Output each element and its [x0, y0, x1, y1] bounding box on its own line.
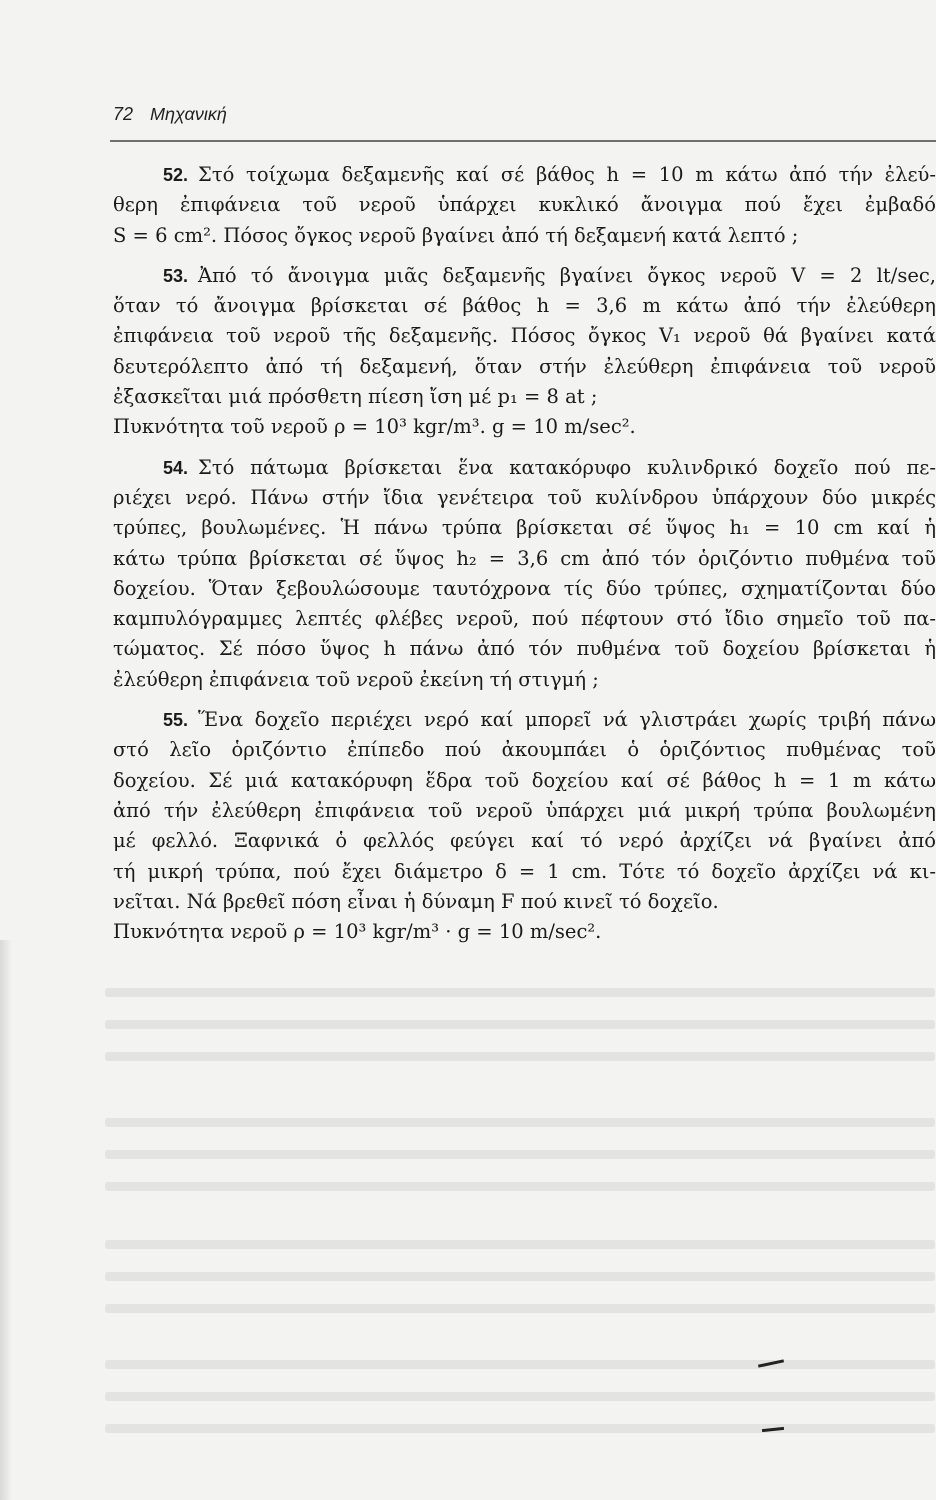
problem-line: ἐλεύθερη ἐπιφάνεια τοῦ νεροῦ ἐκείνη τή στιγμή ;: [113, 667, 599, 691]
show-through-area: [0, 940, 936, 1500]
show-through-line: [105, 1272, 935, 1281]
problem-line: κάτω τρύπα βρίσκεται σέ ὕψος h₂ = 3,6 cm ἀπό τόν ὁριζόντιο πυθμένα τοῦ: [113, 546, 936, 570]
problem-line: καμπυλόγραμμες λεπτές φλέβες νεροῦ, πού πέφτουν στό ἴδιο σημεῖο τοῦ πα-: [113, 607, 936, 631]
problem-line: [113, 261, 936, 291]
problem-55: [113, 705, 936, 947]
problem-text: Στό πάτωμα βρίσκεται ἕνα κατακόρυφο κυλινδρικό δοχεῖο πού πε-: [198, 455, 936, 479]
show-through-line: [105, 1360, 935, 1369]
problem-number: 54.: [163, 457, 189, 478]
problem-text: Ἕνα δοχεῖο περιέχει νερό καί μπορεῖ νά γλιστράει χωρίς τριβή πάνω: [198, 708, 936, 732]
problem-line: Πυκνότητα τοῦ νεροῦ ρ = 10³ kgr/m³. g = 10 m/sec².: [113, 415, 636, 439]
problem-number: 53.: [163, 265, 189, 286]
problem-line: τρύπες, βουλωμένες. Ἡ πάνω τρύπα βρίσκεται σέ ὕψος h₁ = 10 cm καί ἡ: [113, 516, 936, 540]
show-through-line: [105, 988, 935, 997]
problem-line: δοχείου. Σέ μιά κατακόρυφη ἕδρα τοῦ δοχείου καί σέ βάθος h = 1 m κάτω: [113, 768, 936, 792]
show-through-line: [105, 1424, 935, 1433]
show-through-line: [105, 1240, 935, 1249]
problem-line: νεῖται. Νά βρεθεῖ πόση εἶναι ἡ δύναμη F πού κινεῖ τό δοχεῖο.: [113, 889, 719, 913]
ink-mark: [762, 1427, 784, 1432]
problem-text: Στό τοίχωμα δεξαμενῆς καί σέ βάθος h = 10 m κάτω ἀπό τήν ἐλεύ-: [198, 163, 936, 186]
show-through-line: [105, 1118, 935, 1127]
page-number: 72: [113, 104, 134, 124]
problem-text: Ἀπό τό ἄνοιγμα μιᾶς δεξαμενῆς βγαίνει ὄγκος νεροῦ V = 2 lt/sec,: [198, 263, 936, 287]
problem-line: Πυκνότητα νεροῦ ρ = 10³ kgr/m³ · g = 10 m/sec².: [113, 920, 602, 944]
problem-line: ἐπιφάνεια τοῦ νεροῦ τῆς δεξαμενῆς. Πόσος ὄγκος V₁ νεροῦ θά βγαίνει κατά: [113, 324, 936, 348]
problem-number: 52.: [163, 165, 189, 185]
problem-54: [113, 453, 936, 695]
problem-number: 55.: [163, 710, 189, 731]
problem-line: [113, 705, 936, 735]
problem-line: τώματος. Σέ πόσο ὕψος h πάνω ἀπό τόν πυθμένα τοῦ δοχείου βρίσκεται ἡ: [113, 637, 936, 661]
problem-line: δοχείου. Ὅταν ξεβουλώσουμε ταυτόχρονα τίς δύο τρύπες, σχηματίζονται δύο: [113, 576, 936, 600]
problem-list: [113, 160, 936, 957]
problem-line: ἐξασκεῖται μιά πρόσθετη πίεση ἴση μέ p₁ = 8 at ;: [113, 385, 598, 409]
problem-line: ριέχει νερό. Πάνω στήν ἴδια γενέτειρα τοῦ κυλίνδρου ὑπάρχουν δύο μικρές: [113, 485, 936, 509]
show-through-line: [105, 1304, 935, 1313]
show-through-line: [105, 1182, 935, 1191]
running-title: Μηχανική: [150, 104, 227, 124]
problem-53: [113, 261, 936, 443]
header-rule: [110, 140, 936, 142]
show-through-line: [105, 1052, 935, 1061]
page-gutter-shadow: [0, 940, 12, 1500]
problem-line: ἀπό τήν ἐλεύθερη ἐπιφάνεια τοῦ νεροῦ ὑπάρχει μιά μικρή τρύπα βουλωμένη: [113, 798, 936, 822]
problem-line: δευτερόλεπτο ἀπό τή δεξαμενή, ὅταν στήν ἐλεύθερη ἐπιφάνεια τοῦ νεροῦ: [113, 354, 936, 378]
problem-line: S = 6 cm². Πόσος ὄγκος νεροῦ βγαίνει ἀπό τή δεξαμενή κατά λεπτό ;: [113, 223, 799, 247]
problem-line: μέ φελλό. Ξαφνικά ὁ φελλός φεύγει καί τό νερό ἀρχίζει νά βγαίνει ἀπό: [113, 829, 936, 853]
show-through-line: [105, 1150, 935, 1159]
page-header: [113, 104, 227, 125]
problem-line: ὅταν τό ἄνοιγμα βρίσκεται σέ βάθος h = 3,6 m κάτω ἀπό τήν ἐλεύθερη: [113, 294, 936, 318]
ink-mark: [758, 1359, 784, 1367]
problem-line: στό λεῖο ὁριζόντιο ἐπίπεδο πού ἀκουμπάει ὁ ὁριζόντιος πυθμένας τοῦ: [113, 738, 936, 762]
problem-line: θερη ἐπιφάνεια τοῦ νεροῦ ὑπάρχει κυκλικό ἄνοιγμα πού ἔχει ἐμβαδό: [113, 193, 936, 217]
problem-line: [113, 453, 936, 483]
show-through-line: [105, 1020, 935, 1029]
show-through-line: [105, 1392, 935, 1401]
problem-52: [113, 160, 936, 251]
problem-line: τή μικρή τρύπα, πού ἔχει διάμετρο δ = 1 cm. Τότε τό δοχεῖο ἀρχίζει νά κι-: [113, 859, 936, 883]
problem-line: [113, 160, 936, 190]
